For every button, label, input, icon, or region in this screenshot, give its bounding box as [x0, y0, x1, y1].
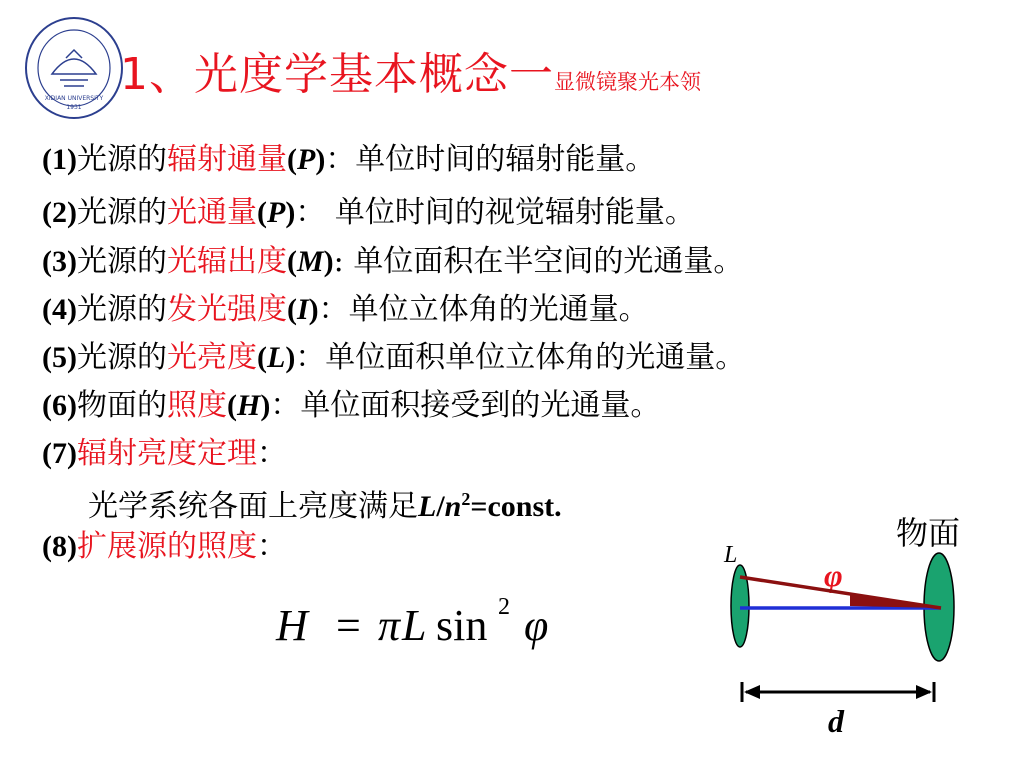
- item-number: (2): [42, 196, 77, 229]
- theorem-n: n: [444, 490, 462, 523]
- item-symbol: H: [236, 389, 261, 422]
- theorem-slash: /: [436, 490, 445, 523]
- item-paren-close: ): [260, 389, 271, 422]
- slide-title: [120, 38, 701, 102]
- definition-item: [42, 142, 655, 178]
- definition-item: [42, 292, 649, 328]
- eq-sin: sin: [436, 601, 488, 650]
- item-number: (1): [42, 143, 77, 176]
- item-prefix: 物面的: [76, 388, 167, 423]
- theorem-L: L: [418, 490, 437, 523]
- item-prefix: 光源的: [76, 244, 167, 279]
- theorem-text: 光学系统各面上亮度满足: [88, 489, 418, 524]
- item-paren-close: ): [285, 196, 296, 229]
- definition-item: [42, 195, 695, 231]
- title-main: 1、光度学基本概念一: [120, 49, 554, 100]
- item-prefix: 光源的: [76, 340, 167, 375]
- item-term: 扩展源的照度: [76, 529, 257, 564]
- definition-item: [42, 388, 660, 424]
- item-prefix: 光源的: [76, 142, 167, 177]
- item-symbol: P: [266, 196, 286, 229]
- eq-pi: π: [378, 601, 401, 650]
- item-number: (7): [42, 437, 77, 470]
- item-paren-open: (: [286, 143, 297, 176]
- item-term: 发光强度: [166, 292, 287, 327]
- item-term: 照度: [166, 388, 227, 423]
- item-symbol: P: [296, 143, 316, 176]
- definition-item: [42, 340, 745, 376]
- distance-label: d: [828, 703, 844, 739]
- eq-lhs: H: [276, 601, 308, 650]
- item-term: 光亮度: [166, 340, 257, 375]
- item-paren-close: ): [285, 341, 296, 374]
- svg-text:1931: 1931: [66, 104, 82, 111]
- theorem-sup: 2: [461, 489, 471, 509]
- item-description: : 单位面积在半空间的光通量。: [333, 244, 744, 279]
- title-sub: 显微镜聚光本领: [554, 70, 701, 94]
- definition-item: [42, 244, 743, 280]
- item-paren-close: ): [308, 293, 319, 326]
- item-number: (3): [42, 245, 77, 278]
- eq-L: L: [402, 601, 427, 650]
- item-prefix: 光源的: [76, 195, 167, 230]
- theorem-statement: [88, 481, 562, 525]
- item-prefix: 光源的: [76, 292, 167, 327]
- definition-item: [42, 529, 287, 565]
- item-paren-close: ): [323, 245, 334, 278]
- distance-arrow-right: [916, 685, 932, 699]
- item-term: 光辐出度: [166, 244, 287, 279]
- definition-item: [42, 436, 287, 472]
- eq-equals: =: [336, 601, 361, 650]
- item-symbol: M: [296, 245, 324, 278]
- item-number: (6): [42, 389, 77, 422]
- item-description: ：: [256, 529, 287, 564]
- item-term: 辐射通量: [166, 142, 287, 177]
- distance-arrow-left: [744, 685, 760, 699]
- item-description: ：单位立体角的光通量。: [318, 292, 649, 327]
- item-description: ： 单位时间的视觉辐射能量。: [295, 195, 695, 230]
- item-number: (8): [42, 530, 77, 563]
- item-term: 光通量: [166, 195, 257, 230]
- item-number: (5): [42, 341, 77, 374]
- item-term: 辐射亮度定理: [76, 436, 257, 471]
- theorem-rest: =const.: [470, 490, 562, 523]
- angle-label: φ: [824, 557, 843, 593]
- item-number: (4): [42, 293, 77, 326]
- source-label: L: [724, 542, 738, 568]
- item-paren-open: (: [286, 245, 297, 278]
- object-plane-label: 物面: [896, 514, 961, 552]
- eq-exponent: 2: [498, 594, 510, 620]
- item-description: ：单位时间的辐射能量。: [325, 142, 656, 177]
- item-symbol: L: [266, 341, 286, 374]
- item-paren-open: (: [256, 341, 267, 374]
- item-paren-open: (: [256, 196, 267, 229]
- eq-phi: φ: [524, 601, 549, 650]
- item-symbol: I: [296, 293, 309, 326]
- item-description: ：单位面积单位立体角的光通量。: [295, 340, 746, 375]
- item-paren-close: ): [315, 143, 326, 176]
- svg-text:XIDIAN UNIVERSITY: XIDIAN UNIVERSITY: [44, 95, 104, 102]
- item-description: ：单位面积接受到的光通量。: [270, 388, 661, 423]
- extended-source-diagram: [700, 510, 1020, 750]
- item-description: ：: [256, 436, 287, 471]
- illuminance-equation: [270, 592, 580, 662]
- item-paren-open: (: [286, 293, 297, 326]
- item-paren-open: (: [226, 389, 237, 422]
